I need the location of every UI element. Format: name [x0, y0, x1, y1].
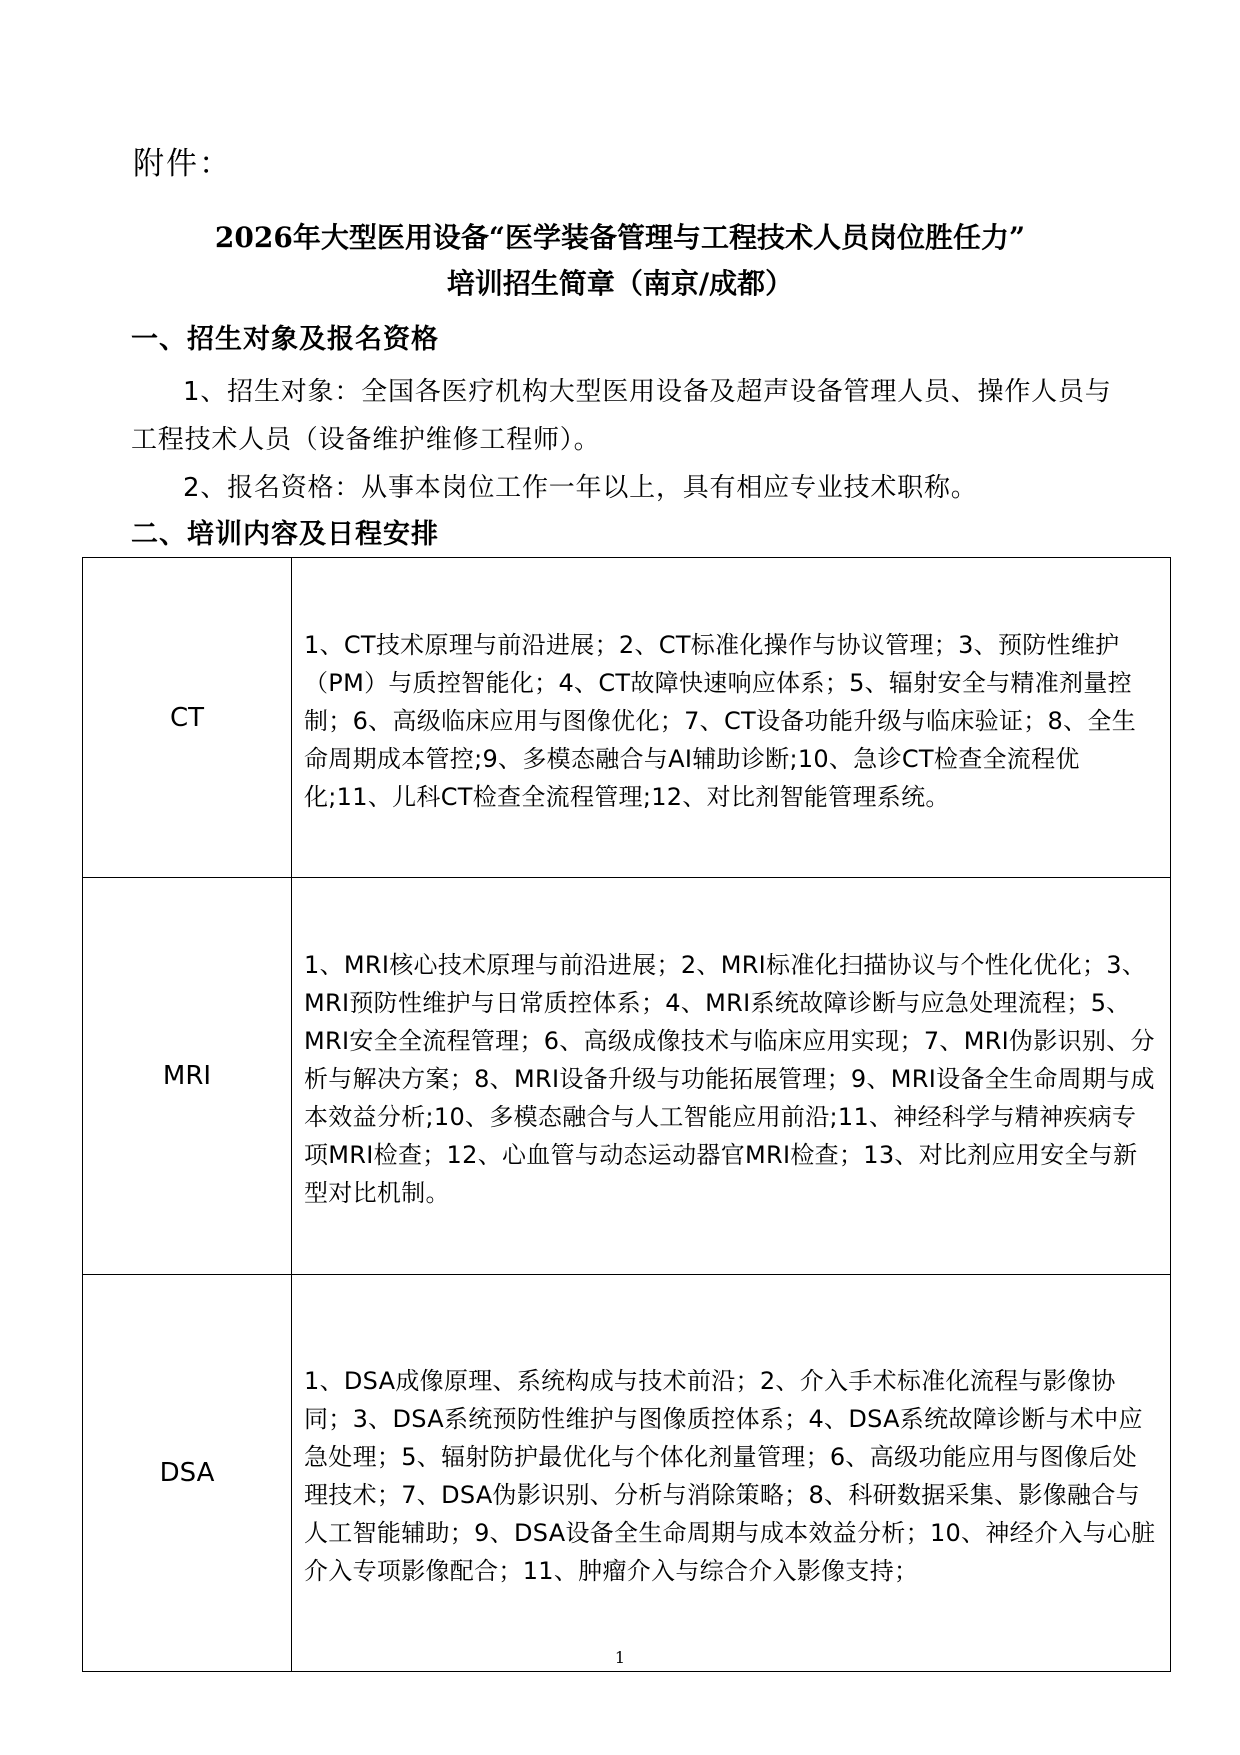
course-table: [82, 557, 1171, 1672]
course-category-cell: CT: [83, 558, 292, 878]
section-heading-training-content: 二、培训内容及日程安排: [131, 519, 439, 550]
document-title-line-2: 培训招生简章（南京/成都）: [446, 267, 794, 300]
course-category-cell: DSA: [83, 1275, 292, 1672]
attachment-label: 附件：: [133, 146, 232, 182]
table-row: [83, 558, 1171, 878]
section-heading-enrollment: 一、招生对象及报名资格: [131, 324, 439, 355]
page-number: 1: [614, 1648, 626, 1667]
course-category-cell: MRI: [83, 878, 292, 1275]
document-title-line-1: 2026年大型医用设备“医学装备管理与工程技术人员岗位胜任力”: [214, 221, 1026, 254]
table-row: [83, 1275, 1171, 1672]
course-content-cell: 1、DSA成像原理、系统构成与技术前沿；2、介入手术标准化流程与影像协同；3、DSA系统预防性维护与图像质控体系；4、DSA系统故障诊断与术中应急处理；5、辐射防护最优化与个体化剂量管理；6、高级功能应用与图像后处理技术；7、DSA伪影识别、分析与消除策略；8、科研数据采集、影像融合与人工智能辅助；9、DSA设备全生命周期与成本效益分析；10、神经介入与心脏介入专项影像配合；11、肿瘤介入与综合介入影像支持；: [292, 1275, 1171, 1672]
course-content-cell: 1、CT技术原理与前沿进展；2、CT标准化操作与协议管理；3、预防性维护（PM）与质控智能化；4、CT故障快速响应体系；5、辐射安全与精准剂量控制；6、高级临床应用与图像优化；7、CT设备功能升级与临床验证；8、全生命周期成本管控;9、多模态融合与AI辅助诊断;10、急诊CT检查全流程优化;11、儿科CT检查全流程管理;12、对比剂智能管理系统。: [292, 558, 1171, 878]
enrollment-target-paragraph: 1、招生对象：全国各医疗机构大型医用设备及超声设备管理人员、操作人员与工程技术人员（设备维护维修工程师）。: [131, 377, 1112, 455]
course-content-cell: 1、MRI核心技术原理与前沿进展；2、MRI标准化扫描协议与个性化优化；3、MRI预防性维护与日常质控体系；4、MRI系统故障诊断与应急处理流程；5、MRI安全全流程管理；6、高级成像技术与临床应用实现；7、MRI伪影识别、分析与解决方案；8、MRI设备升级与功能拓展管理；9、MRI设备全生命周期与成本效益分析;10、多模态融合与人工智能应用前沿;11、神经科学与精神疾病专项MRI检查；12、心血管与动态运动器官MRI检查；13、对比剂应用安全与新型对比机制。: [292, 878, 1171, 1275]
enrollment-qualification-paragraph: 2、报名资格：从事本岗位工作一年以上，具有相应专业技术职称。: [183, 473, 978, 503]
table-row: [83, 878, 1171, 1275]
